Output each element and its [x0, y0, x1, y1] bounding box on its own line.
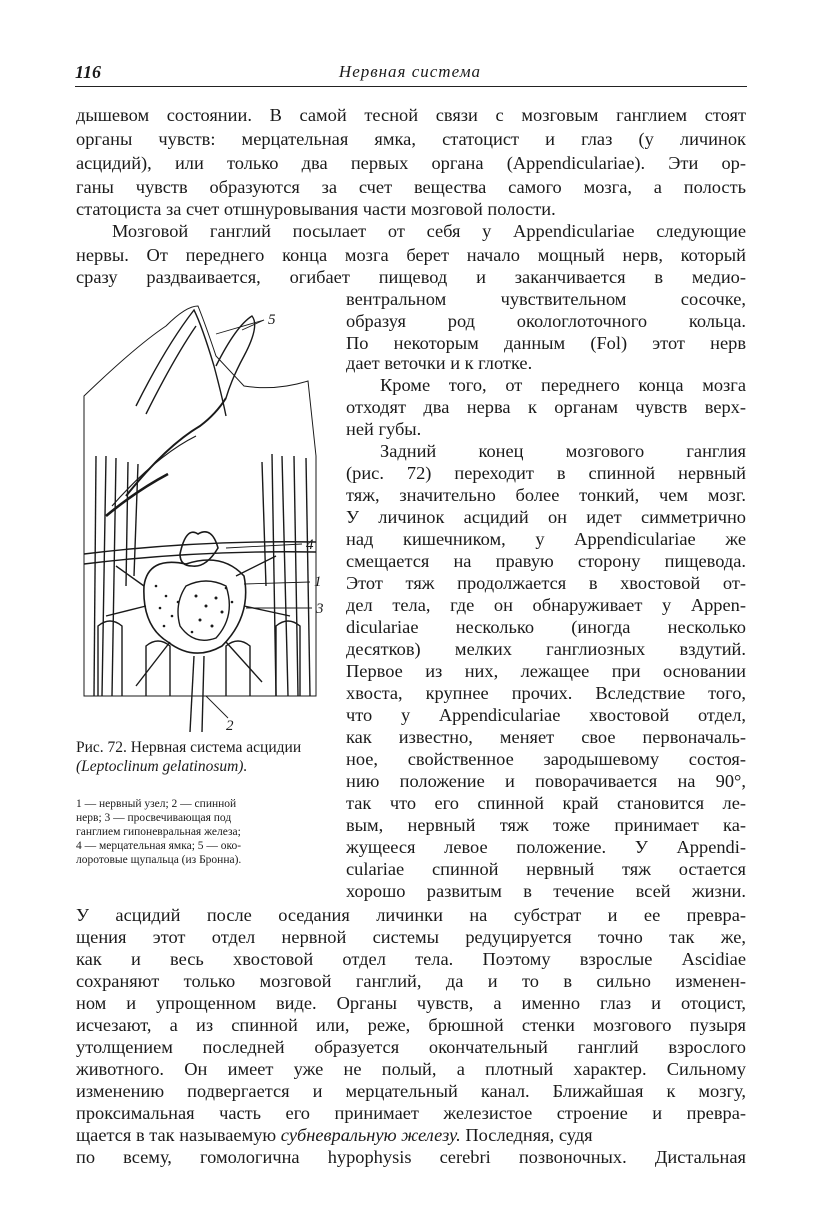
text-line: сохраняют только мозговой ганглий, да и то в сильно изменен-	[76, 971, 746, 991]
text-line: органы чувств: мерцательная ямка, статоцист и глаз (у личинок	[76, 129, 746, 149]
text-line: вым, нервный тяж тоже принимает ка-	[346, 815, 746, 835]
figure-label-3: 3	[316, 601, 324, 617]
figure-label-5: 5	[268, 312, 276, 328]
text-line: Первое из них, лежащее при основании	[346, 661, 746, 681]
caption-legend-line: нерв; 3 — просвечивающая под	[76, 812, 232, 824]
text-line: тяж, значительно более тонкий, чем мозг.	[346, 485, 746, 505]
text-line: culariae спинной нервный тяж остается	[346, 859, 746, 879]
text-line: Задний конец мозгового ганглия	[380, 441, 746, 461]
running-header	[75, 62, 745, 84]
text-fragment: щается в так называемую	[76, 1125, 277, 1145]
text-line: ганы чувств образуются за счет вещества самого мозга, а полость	[76, 177, 746, 197]
text-line: что у Appendiculariae хвостовой отдел,	[346, 705, 746, 725]
text-line: У личинок асцидий он идет симметрично	[346, 507, 746, 527]
subneural-gland-term: субневральную железу.	[280, 1125, 461, 1145]
text-fragment: Последняя, судя	[465, 1125, 593, 1145]
text-line: животного. Он имеет уже не полый, а плотный характер. Сильному	[76, 1059, 746, 1079]
figure-72-illustration	[76, 286, 338, 732]
header-rule	[75, 86, 747, 87]
text-line: ней губы.	[346, 419, 422, 439]
text-line: десятков) мелких ганглиозных вздутий.	[346, 639, 746, 659]
text-line: сразу раздваивается, огибает пищевод и заканчивается в медио-	[76, 267, 746, 287]
text-line: жущееся левое положение. У Appendi-	[346, 837, 746, 857]
text-line: смещается на правую сторону пищевода.	[346, 551, 746, 571]
text-line: дышевом состоянии. В самой тесной связи с мозговым ганглием стоят	[76, 105, 746, 125]
text-line: по всему, гомологична hypophysis cerebri позвоночных. Дистальная	[76, 1147, 746, 1167]
text-line: ное, свойственное зародышевому состоя-	[346, 749, 746, 769]
text-line: нию положение и поворачивается на 90°,	[346, 771, 746, 791]
figure-label-2: 2	[226, 718, 234, 732]
caption-legend-line: 4 — мерцательная ямка; 5 — око-	[76, 840, 242, 852]
text-line: так что его спинной край становится ле-	[346, 793, 746, 813]
caption-legend-line: ганглием гипоневральная железа;	[76, 826, 241, 838]
text-line: как известно, меняет свое первоначаль-	[346, 727, 746, 747]
text-line: над кишечником, у Appendiculariae же	[346, 529, 746, 549]
text-line: (рис. 72) переходит в спинной нервный	[346, 463, 746, 483]
text-line: образуя род окологлоточного кольца.	[346, 311, 746, 331]
caption-title: Нервная система асцидии	[130, 739, 302, 756]
text-line: diculariae несколько (иногда несколько	[346, 617, 746, 637]
text-line: Этот тяж продолжается в хвостовой от-	[346, 573, 746, 593]
text-line: исчезают, а из спинной или, реже, брюшной стенки мозгового пузыря	[76, 1015, 746, 1035]
caption-legend-line: лоротовые щупальца (из Бронна).	[76, 854, 242, 866]
text-line: статоциста за счет отшнуровывания части мозговой полости.	[76, 199, 556, 219]
text-line: нервы. От переднего конца мозга берет начало мощный нерв, который	[76, 245, 746, 265]
text-line-composite	[76, 1124, 593, 1146]
text-line: вентральном чувствительном сосочке,	[346, 289, 746, 309]
text-line: ном и упрощенном виде. Органы чувств, а именно глаз и отоцист,	[76, 993, 746, 1013]
figure-label-1: 1	[314, 574, 322, 590]
page-number: 116	[75, 62, 102, 82]
text-line: как и весь хвостовой отдел тела. Поэтому взрослые Ascidiae	[76, 949, 746, 969]
text-line: изменению подвергается и мерцательный канал. Ближайшая к мозгу,	[76, 1081, 746, 1101]
caption-legend-line: 1 — нервный узел; 2 — спинной	[76, 798, 237, 810]
running-title: Нервная система	[338, 62, 482, 81]
text-line: утолщением последней образуется окончательный ганглий взрослого	[76, 1037, 746, 1057]
caption-prefix: Рис. 72.	[76, 739, 127, 756]
text-line: По некоторым данным (Fol) этот нерв	[346, 333, 746, 353]
text-line: дел тела, где он обнаруживает у Appen-	[346, 595, 746, 615]
text-line: Мозговой ганглий посылает от себя у Appendiculariae следующие	[112, 221, 746, 241]
figure-caption	[76, 738, 320, 776]
caption-species: (Leptoclinum gelatinosum).	[76, 758, 248, 775]
figure-label-4: 4	[306, 537, 314, 553]
text-line: дает веточки и к глотке.	[346, 353, 533, 373]
text-line: отходят два нерва к органам чувств верх-	[346, 397, 746, 417]
text-line: хвоста, крупнее прочих. Вследствие того,	[346, 683, 746, 703]
text-line: щения этот отдел нервной системы редуцируется точно так же,	[76, 927, 746, 947]
text-line: проксимальная часть его принимает железистое строение и превра-	[76, 1103, 746, 1123]
text-line: хорошо развитым в течение всей жизни.	[346, 881, 746, 901]
text-line: Кроме того, от переднего конца мозга	[380, 375, 746, 395]
text-line: асцидий), или только два первых органа (Appendiculariae). Эти ор-	[76, 153, 746, 173]
text-line: У асцидий после оседания личинки на субстрат и ее превра-	[76, 905, 746, 925]
